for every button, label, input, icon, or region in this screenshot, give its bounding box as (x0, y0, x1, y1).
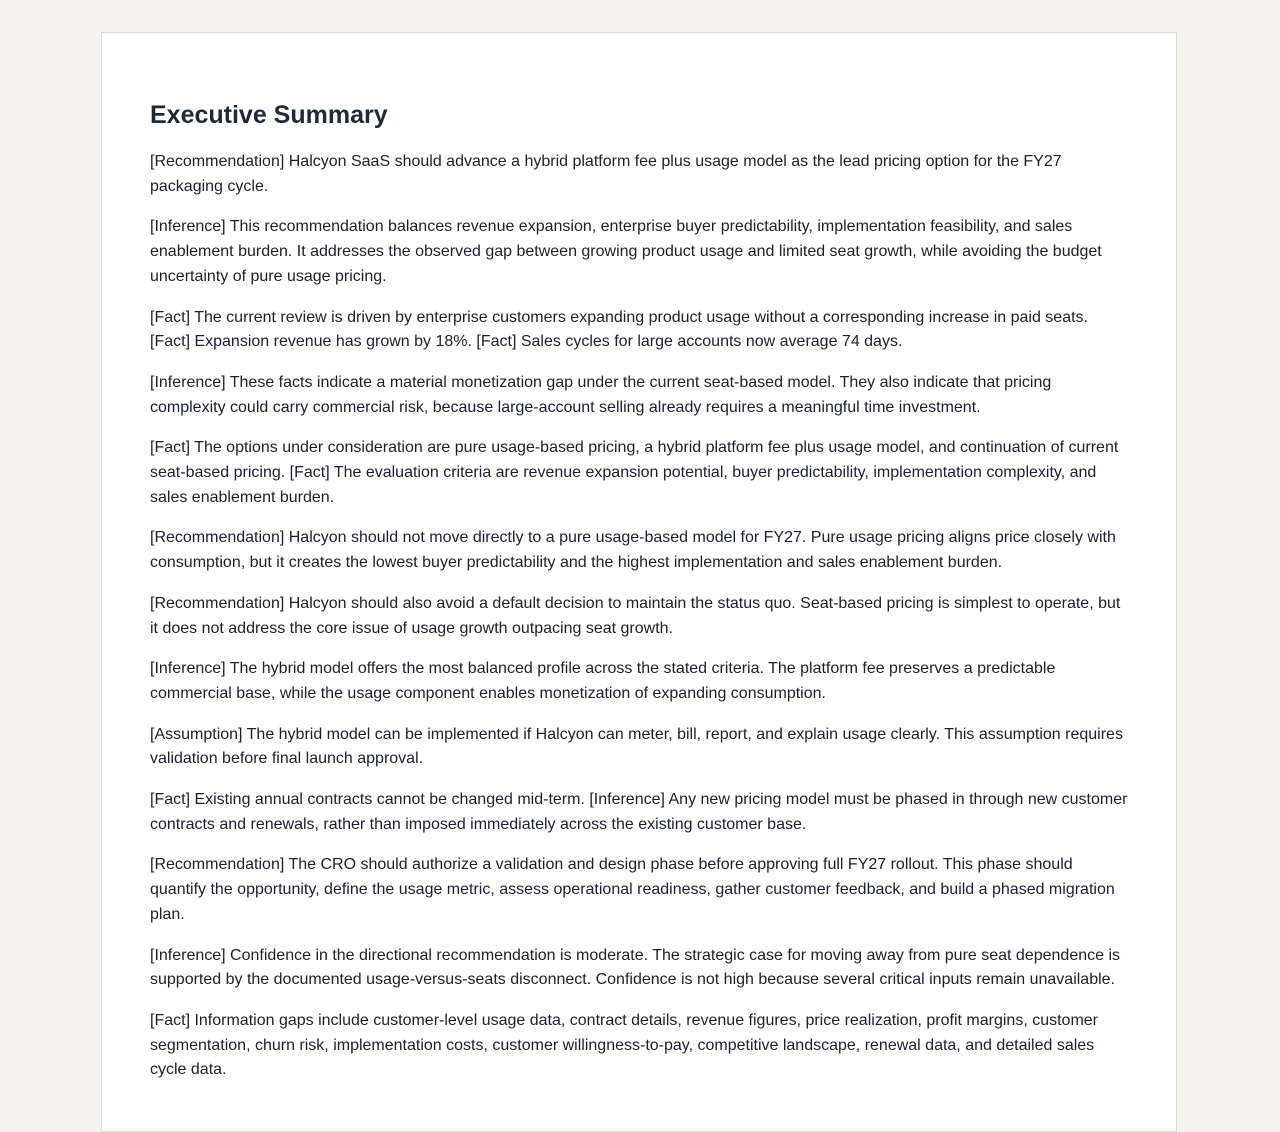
paragraph: [Recommendation] The CRO should authorize a validation and design phase before approving full FY27 rollout. This phase should quantify the opportunity, define the usage metric, assess operational readiness, gather customer feedback, and build a phased migration plan. (150, 856, 1115, 923)
paragraph: [Inference] These facts indicate a material monetization gap under the current seat-based model. They also indicate that pricing complexity could carry commercial risk, because large-account selling already requires a meaningful time investment. (150, 373, 1052, 416)
paragraph: [Fact] The current review is driven by enterprise customers expanding product usage without a corresponding increase in paid seats. [Fact] Expansion revenue has grown by 18%. [Fact] Sales cycles for large accounts now average 74 days. (150, 308, 1088, 351)
paragraph: [Assumption] The hybrid model can be implemented if Halcyon can meter, bill, report, and explain usage clearly. This assumption requires validation before final launch approval. (150, 725, 1123, 768)
paragraph: [Recommendation] Halcyon SaaS should advance a hybrid platform fee plus usage model as the lead pricing option for the FY27 packaging cycle. (150, 153, 1062, 195)
paragraph: [Inference] This recommendation balances revenue expansion, enterprise buyer predictability, implementation feasibility, and sales enablement burden. It addresses the observed gap between growing product usage and limited seat growth, while avoiding the budget uncertainty of pure usage pricing. (150, 218, 1102, 285)
paragraph: [Recommendation] Halcyon should also avoid a default decision to maintain the status quo. Seat-based pricing is simplest to operate, but it does not address the core issue of usage growth outpacing seat growth. (150, 594, 1121, 637)
section-heading: Executive Summary (150, 101, 388, 129)
paragraph: [Fact] The options under consideration are pure usage-based pricing, a hybrid platform fee plus usage model, and continuation of current seat-based pricing. [Fact] The evaluation criteria are revenue expansion potential, buyer predictability, implementation complexity, and sales enablement burden. (150, 439, 1119, 506)
document-page (101, 32, 1177, 1132)
paragraph: [Inference] The hybrid model offers the most balanced profile across the stated criteria. The platform fee preserves a predictable commercial base, while the usage component enables monetization of expanding consumption. (150, 660, 1056, 702)
paragraph: [Recommendation] Halcyon should not move directly to a pure usage-based model for FY27. Pure usage pricing aligns price closely with consumption, but it creates the lowest buyer predictability and the highest implementation and sales enablement burden. (150, 529, 1116, 572)
paragraph: [Fact] Existing annual contracts cannot be changed mid-term. [Inference] Any new pricing model must be phased in through new customer contracts and renewals, rather than imposed immediately across the existing customer base. (150, 791, 1128, 833)
paragraph: [Fact] Information gaps include customer-level usage data, contract details, revenue figures, price realization, profit margins, customer segmentation, churn risk, implementation costs, customer willingness-to-pay, competitive landscape, renewal data, and detailed sales cycle data. (150, 1011, 1099, 1079)
paragraph: [Inference] Confidence in the directional recommendation is moderate. The strategic case for moving away from pure seat dependence is supported by the documented usage-versus-seats disconnect. Confidence is not high because several critical inputs remain unavailable. (150, 946, 1121, 989)
